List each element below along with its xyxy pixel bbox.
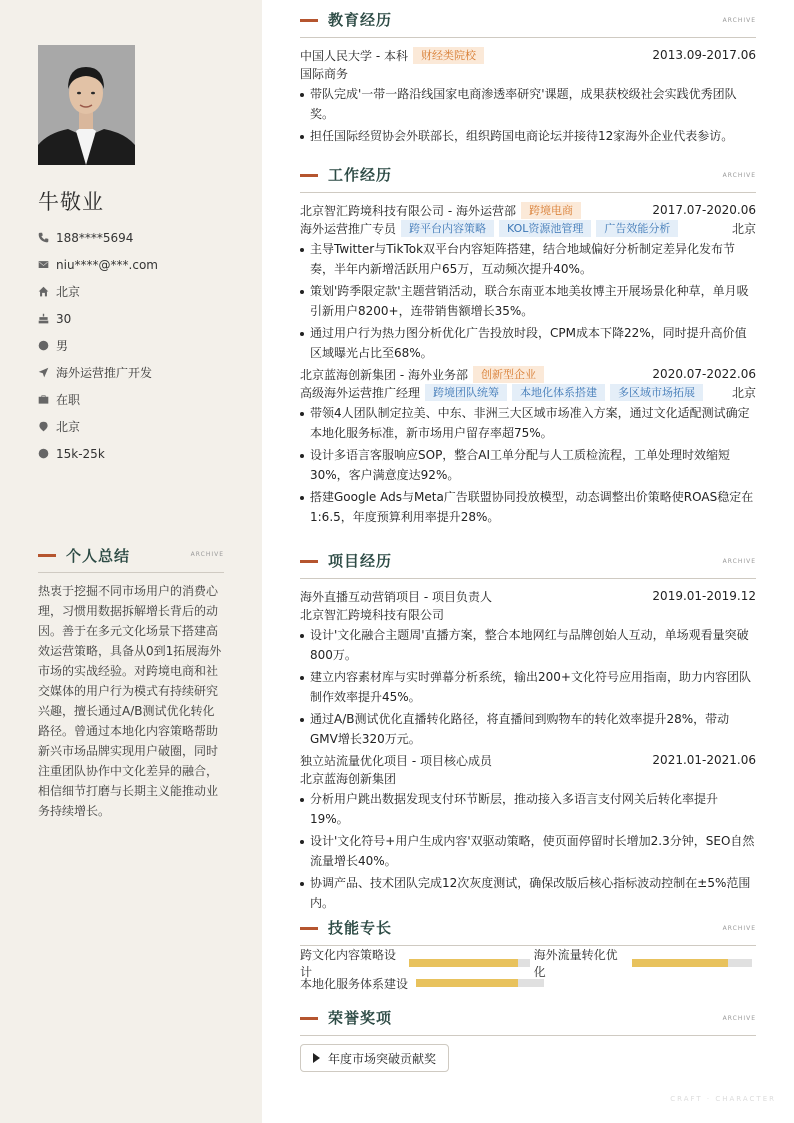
education-date: 2013.09-2017.06 [652,48,756,62]
cake-icon [38,313,49,324]
company-name: 北京智汇跨境科技有限公司 - 海外运营部 [300,203,516,218]
skill-tag: 跨境团队统筹 [425,384,507,401]
skill-tag: 广告效能分析 [596,220,678,237]
project-bullet: 分析用户跳出数据发现支付环节断层，推动接入多语言支付网关后转化率提升19%。 [300,789,756,829]
skill-name: 海外流量转化优化 [533,948,618,979]
section-accent-bar [300,927,318,930]
skill-fill [416,979,518,987]
project-bullet: 建立内容素材库与实时弹幕分析系统，输出200+文化符号应用指南，助力内容团队制作效率提升45%。 [300,667,756,707]
project-name: 海外直播互动营销项目 - 项目负责人 [300,589,492,604]
section-accent-bar [300,560,318,563]
section-accent-bar [300,174,318,177]
work-header [300,163,756,193]
project-bullet: 设计'文化融合主题周'直播方案，整合本地网红与品牌创始人互动，单场观看量突破800万。 [300,625,756,665]
contact-list [38,229,238,472]
contact-text: 海外运营推广开发 [56,366,153,380]
school-name: 中国人民大学 - 本科 [300,48,408,63]
summary-title: 个人总结 [66,547,131,565]
projects-title: 项目经历 [328,552,393,570]
job-bullet: 搭建Google Ads与Meta广告联盟协同投放模型，动态调整出价策略使ROAS稳定在1:6.5，年度预算利用率提升28%。 [300,487,756,527]
contact-email [38,256,238,273]
section-accent-bar [38,554,56,557]
contact-salary [38,445,238,462]
section-accent-bar [300,1017,318,1020]
job-row [300,201,756,219]
contact-text: 北京 [56,420,81,434]
contact-text: 30 [56,311,72,326]
education-bullet: 带队完成'一带一路沿线国家电商渗透率研究'课题，成果获校级社会实践优秀团队奖。 [300,84,756,124]
candidate-name: 牛敬业 [38,190,104,214]
archive-label: ARCHIVE [722,925,756,932]
section-accent-bar [300,19,318,22]
location-pin-icon [38,421,49,432]
contact-text: 188****5694 [56,230,134,245]
projects-section [300,549,756,915]
skill-tag: 多区域市场拓展 [610,384,703,401]
job-bullet: 策划'跨季限定款'主题营销活动，联合东南亚本地美妆博主开展场景化种草，单月吸引新用户8200+，连带销售额增长35%。 [300,281,756,321]
education-header [300,8,756,38]
skill-tag: KOL资源池管理 [499,220,591,237]
major: 国际商务 [300,66,349,81]
skills-title: 技能专长 [328,919,393,937]
skill-bar [416,979,544,987]
contact-status [38,391,238,408]
skills-section [300,916,756,994]
archive-label: ARCHIVE [722,1015,756,1022]
project-org: 北京蓝海创新集团 [300,771,397,786]
skill-row [300,948,756,979]
project-bullet: 通过A/B测试优化直播转化路径，将直播间到购物车的转化效率提升28%，带动GMV增长320万元。 [300,709,756,749]
skills-header [300,916,756,946]
education-title: 教育经历 [328,11,393,29]
contact-phone [38,229,238,246]
contact-gender [38,337,238,354]
skill-tag: 本地化体系搭建 [512,384,605,401]
archive-label: ARCHIVE [722,172,756,179]
job-role: 海外运营推广专员 [300,221,397,236]
project-row [300,751,756,769]
job-role-row [300,219,756,237]
watermark: CRAFT · CHARACTER [670,1095,776,1103]
project-row [300,587,756,605]
contact-age [38,310,238,327]
contact-text: 在职 [56,393,81,407]
summary-header [38,544,224,573]
education-row [300,46,756,64]
contact-text: niu****@***.com [56,257,158,272]
play-triangle-icon [313,1053,320,1063]
projects-header [300,549,756,579]
company-tag: 跨境电商 [521,202,581,219]
job-bullet: 带领4人团队制定拉美、中东、非洲三大区域市场准入方案，通过文化适配测试确定本地化服务标准，新市场用户留存率超75%。 [300,403,756,443]
archive-label: ARCHIVE [722,558,756,565]
education-section [300,8,756,148]
project-bullet: 设计'文化符号+用户生成内容'双驱动策略，使页面停留时长增加2.3分钟，SEO自然流量增长40%。 [300,831,756,871]
phone-icon [38,232,49,243]
job-bullet: 通过用户行为热力图分析优化广告投放时段，CPM成本下降22%，同时提升高价值区域曝光占比至68%。 [300,323,756,363]
job-row [300,365,756,383]
skill-fill [632,959,728,967]
project-date: 2019.01-2019.12 [652,589,756,603]
home-icon [38,286,49,297]
contact-text: 15k-25k [56,446,105,461]
job-bullet: 主导Twitter与TikTok双平台内容矩阵搭建，结合地域偏好分析制定差异化发布节奏，半年内新增活跃用户65万，互动频次提升40%。 [300,239,756,279]
project-bullet: 协调产品、技术团队完成12次灰度测试，确保改版后核心指标波动控制在±5%范围内。 [300,873,756,913]
awards-header [300,1006,756,1036]
company-name: 北京蓝海创新集团 - 海外业务部 [300,367,468,382]
work-title: 工作经历 [328,166,393,184]
job-date: 2020.07-2022.06 [652,367,756,381]
project-name: 独立站流量优化项目 - 项目核心成员 [300,753,492,768]
contact-text: 北京 [56,285,81,299]
gender-icon [38,340,49,351]
skill-name: 本地化服务体系建设 [300,976,409,991]
awards-title: 荣誉奖项 [328,1009,393,1027]
mail-icon [38,259,49,270]
summary-text: 热衷于挖掘不同市场用户的消费心理，习惯用数据拆解增长背后的动因。善于在多元文化场景下搭建高效运营策略，具备从0到1拓展海外市场的实战经验。对跨境电商和社交媒体的用户行为模式有持续研究兴趣，擅长通过A/B测试优化转化路径。曾通过本地化内容策略帮助新兴市场品牌实现用户破圈，同时注重团队协作中文化差异的融合，相信细节打磨与长期主义能推动业务持续增长。 [38,584,222,818]
salary-icon [38,448,49,459]
contact-target-role [38,364,238,381]
job-bullet: 设计多语言客服响应SOP，整合AI工单分配与人工质检流程，工单处理时效缩短30%，客户满意度达92%。 [300,445,756,485]
skill-item [534,946,752,980]
project-org: 北京智汇跨境科技有限公司 [300,607,445,622]
project-date: 2021.01-2021.06 [652,753,756,767]
skill-name: 跨文化内容策略设计 [300,948,397,979]
contact-home [38,283,238,300]
job-city: 北京 [731,221,756,236]
archive-label: ARCHIVE [722,17,756,24]
briefcase-icon [38,394,49,405]
contact-text: 男 [56,339,69,353]
skill-bar [409,959,529,967]
contact-location [38,418,238,435]
school-tag: 财经类院校 [413,47,484,64]
skill-tag: 跨平台内容策略 [401,220,494,237]
archive-label: ARCHIVE [190,551,224,558]
work-section [300,163,756,529]
skill-item [300,975,544,992]
awards-section [300,1006,756,1072]
sidebar [0,0,262,1123]
education-bullet: 担任国际经贸协会外联部长，组织跨国电商论坛并接待12家海外企业代表参访。 [300,126,756,146]
company-tag: 创新型企业 [473,366,544,383]
job-date: 2017.07-2020.06 [652,203,756,217]
send-icon [38,367,49,378]
profile-photo [38,45,135,165]
job-role: 高级海外运营推广经理 [300,385,421,400]
skill-bar [632,959,752,967]
award-label: 年度市场突破贡献奖 [328,1051,437,1066]
job-role-row [300,383,756,401]
job-city: 北京 [731,385,756,400]
skill-fill [409,959,517,967]
award-toggle-button[interactable] [300,1044,449,1072]
